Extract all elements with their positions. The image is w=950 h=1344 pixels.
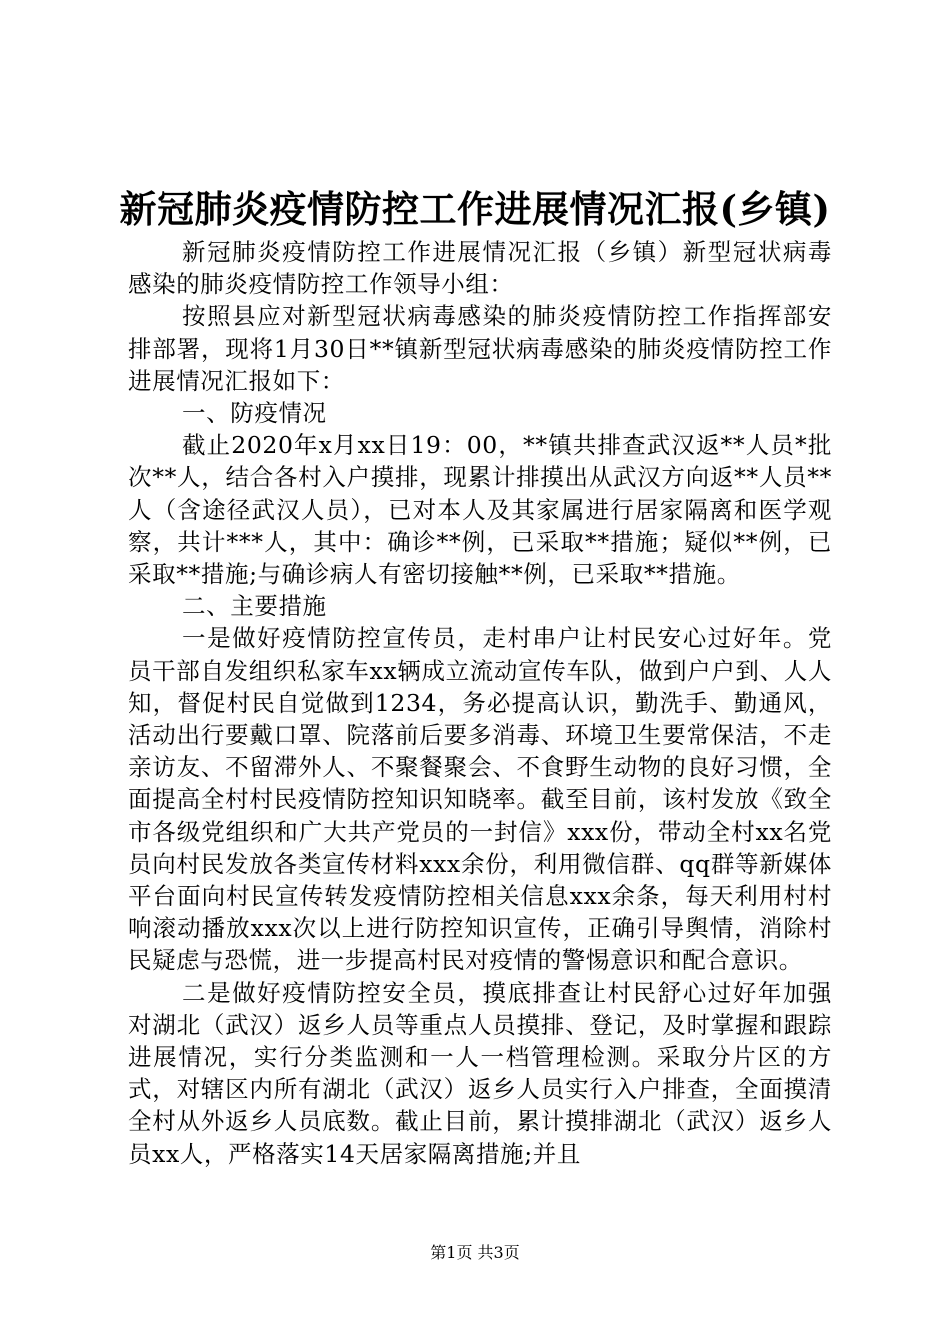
document-body [128,236,832,1170]
page-footer: 第1页 共3页 [430,1243,520,1262]
document-title: 新冠肺炎疫情防控工作进展情况汇报(乡镇) [119,187,831,231]
paragraph-deployment: 按照县应对新型冠状病毒感染的肺炎疫情防控工作指挥部安排部署，现将1月30日**镇新型冠状病毒感染的肺炎疫情防控工作进展情况汇报如下： [128,302,833,395]
section-heading-2: 二、主要措施 [182,592,327,621]
paragraph-epidemic-status: 截止2020年x月xx日19：00，**镇共排查武汉返**人员*批次**人，结合各村入户摸排，现累计排摸出从武汉方向返**人员**人（含途径武汉人员），已对本人及其家属进行居家隔离和医学观察，共计***人，其中：确诊**例，已采取**措施；疑似**例，已采取**措施;与确诊病人有密切接触**例，已采取**措施。 [128,431,832,589]
paragraph-intro: 新冠肺炎疫情防控工作进展情况汇报（乡镇）新型冠状病毒感染的肺炎疫情防控工作领导小组： [128,238,832,299]
section-heading-1: 一、防疫情况 [182,399,327,428]
paragraph-measure-2: 二是做好疫情防控安全员，摸底排查让村民舒心过好年加强对湖北（武汉）返乡人员等重点人员摸排、登记，及时掌握和跟踪进展情况，实行分类监测和一人一档管理检测。采取分片区的方式，对辖区内所有湖北（武汉）返乡人员实行入户排查，全面摸清全村从外返乡人员底数。截止目前，累计摸排湖北（武汉）返乡人员xx人，严格落实14天居家隔离措施;并且 [128,978,832,1168]
paragraph-measure-1: 一是做好疫情防控宣传员，走村串户让村民安心过好年。党员干部自发组织私家车xx辆成立流动宣传车队，做到户户到、人人知，督促村民自觉做到1234，务必提高认识，勤洗手、勤通风，活动出行要戴口罩、院落前后要多消毒、环境卫生要常保洁，不走亲访友、不留滞外人、不聚餐聚会、不食野生动物的良好习惯，全面提高全村村民疫情防控知识知晓率。截至目前，该村发放《致全市各级党组织和广大共产党员的一封信》xxx份，带动全村xx名党员向村民发放各类宣传材料xxx余份，利用微信群、qq群等新媒体平台面向村民宣传转发疫情防控相关信息xxx余条，每天利用村村响滚动播放xxx次以上进行防控知识宣传，正确引导舆情，消除村民疑虑与恐慌，进一步提高村民对疫情的警惕意识和配合意识。 [128,624,832,975]
